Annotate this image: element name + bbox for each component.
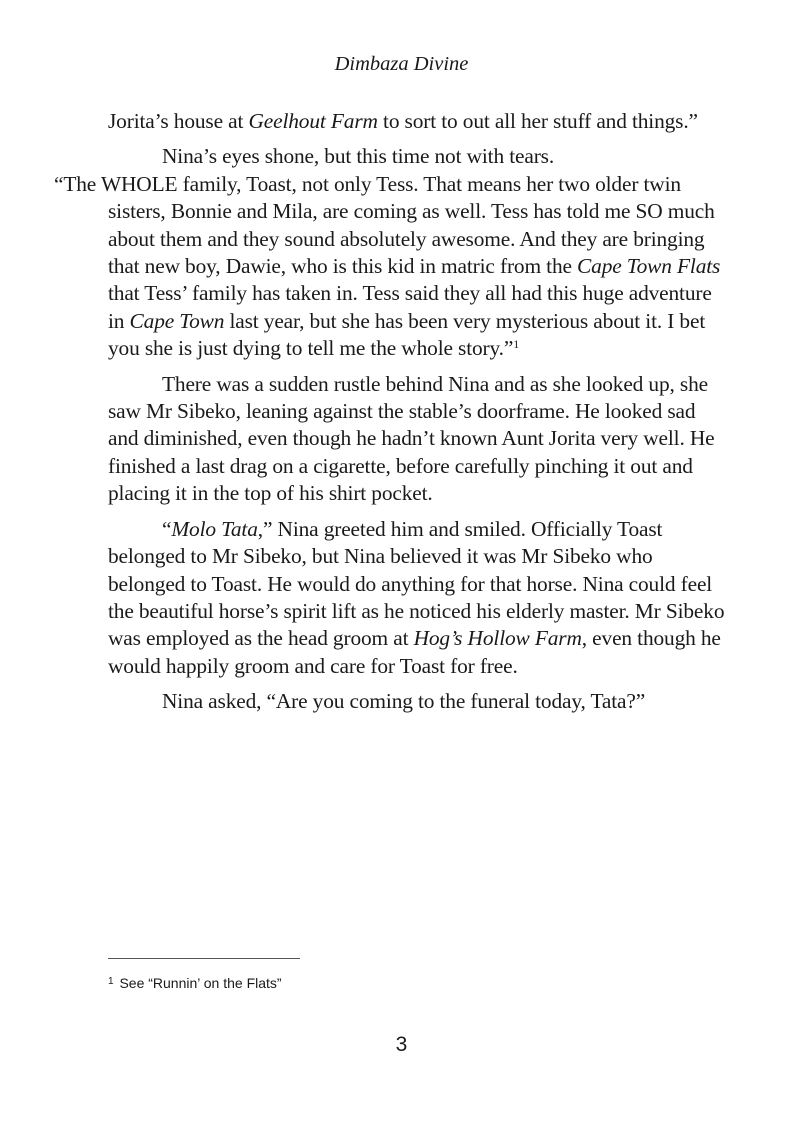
paragraph-2 bbox=[54, 143, 730, 362]
paragraph-text: last year, but she has been very mysterious about it. I bet you she is just dying to tell me the whole story.” bbox=[108, 308, 706, 361]
footnote-divider bbox=[108, 958, 300, 959]
page-number: 3 bbox=[395, 1033, 408, 1056]
paragraph-3: There was a sudden rustle behind Nina and as she looked up, she saw Mr Sibeko, leaning against the stable’s doorframe. He looked sad and diminished, even though he hadn’t known Aunt Jorita very well. He finished a last drag on a cigarette, before carefully pinching it out and placing it in the top of his shirt pocket. bbox=[108, 371, 715, 506]
place-name: Cape Town bbox=[129, 308, 225, 333]
footnote-reference[interactable]: 1 bbox=[513, 337, 520, 352]
body-text bbox=[54, 108, 730, 724]
paragraph-4 bbox=[108, 516, 730, 680]
paragraph-text: that Tess’ family has taken in. Tess said they all had this huge adventure in bbox=[108, 281, 712, 333]
paragraph-1 bbox=[108, 108, 730, 135]
paragraph-text: ,” Nina greeted him and smiled. Officially Toast belonged to Mr Sibeko, but Nina believed it was Mr Sibeko who belonged to Toast. He would do anything for that horse. Nina could feel the beautiful horse’s spirit lift as he noticed his elderly master. Mr Sibeko was employed as the head groom at bbox=[108, 516, 725, 651]
paragraph-text: , even though he would happily groom and care for Toast for free. bbox=[108, 626, 721, 678]
footnote-number: 1 bbox=[108, 976, 114, 987]
paragraph-5: Nina asked, “Are you coming to the funeral today, Tata?” bbox=[162, 689, 646, 714]
footnote-text: See “Runnin’ on the Flats” bbox=[115, 975, 282, 991]
place-name: Hog’s Hollow Farm bbox=[413, 626, 582, 651]
place-name: Cape Town Flats bbox=[577, 254, 721, 279]
paragraph-text: Jorita’s house at bbox=[108, 109, 249, 133]
paragraph-text: Nina’s eyes shone, but this time not with tears. bbox=[162, 144, 555, 169]
footnote bbox=[108, 975, 282, 991]
place-name: Geelhout Farm bbox=[248, 109, 378, 133]
paragraph-text: “ bbox=[162, 516, 172, 541]
paragraph-text: “The WHOLE family, Toast, not only Tess. That means her two older twin sisters, Bonnie and Mila, are coming as well. Tess has told me SO much about them and they sound absolutely awesome. And they are bringing that new boy, Dawie, who is this kid in matric from the bbox=[54, 171, 715, 279]
running-header: Dimbaza Divine bbox=[334, 53, 469, 75]
paragraph-text: to sort to out all her stuff and things.” bbox=[377, 109, 698, 133]
greeting-phrase: Molo Tata bbox=[171, 516, 258, 541]
